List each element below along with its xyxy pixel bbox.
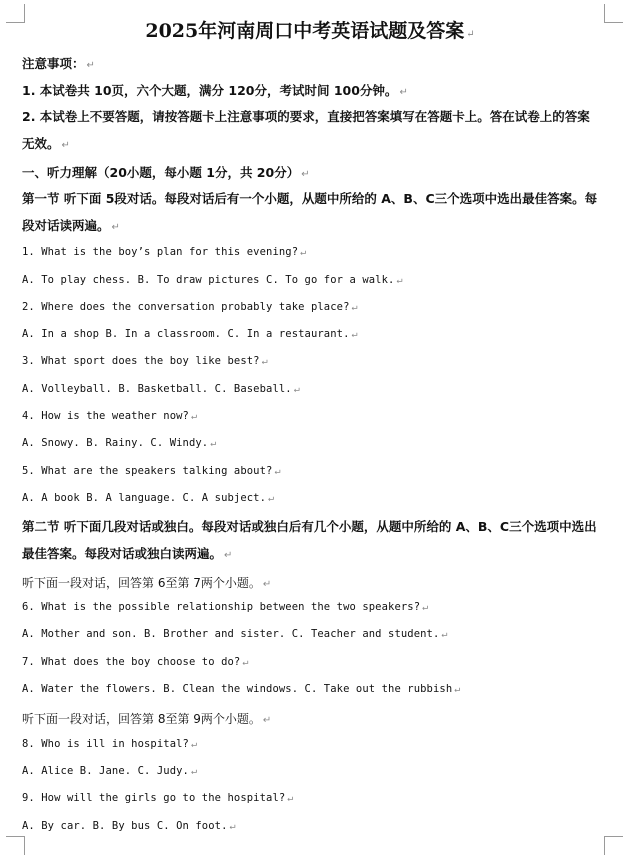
note-1: 1. 本试卷共 10页，六个大题，满分 120分，考试时间 100分钟。 ↵ (22, 83, 408, 98)
options-6: A. Mother and son. B. Brother and sister. C. Teacher and student. ↵ (22, 628, 448, 640)
question-5: 5. What are the speakers talking about? ↵ (22, 465, 281, 477)
options-2: A. In a shop B. In a classroom. C. In a restaurant. ↵ (22, 328, 358, 340)
options-7: A. Water the flowers. B. Clean the windows. C. Take out the rubbish ↵ (22, 683, 461, 695)
options-5: A. A book B. A language. C. A subject. ↵ (22, 492, 275, 504)
part-2-instructions: 第二节 听下面几段对话或独白。每段对话或独白后有几个小题，从题中所给的 A、B、C三个选项中选出最佳答案。每段对话或独白读两遍。 ↵ (22, 519, 597, 561)
question-9: 9. How will the girls go to the hospital? ↵ (22, 792, 294, 804)
question-7: 7. What does the boy choose to do? ↵ (22, 656, 249, 668)
options-1: A. To play chess. B. To draw pictures C. To go for a walk. ↵ (22, 274, 403, 286)
notes-heading: 注意事项： ↵ (22, 56, 95, 71)
options-9: A. By car. B. By bus C. On foot. ↵ (22, 820, 236, 832)
options-4: A. Snowy. B. Rainy. C. Windy. ↵ (22, 437, 217, 449)
options-8: A. Alice B. Jane. C. Judy. ↵ (22, 765, 198, 777)
question-4: 4. How is the weather now? ↵ (22, 410, 198, 422)
question-2: 2. Where does the conversation probably take place? ↵ (22, 301, 358, 313)
question-8: 8. Who is ill in hospital? ↵ (22, 738, 198, 750)
document-title: 2025年河南周口中考英语试题及答案 ↵ (145, 20, 475, 42)
question-3: 3. What sport does the boy like best? ↵ (22, 355, 268, 367)
part-1-instructions: 第一节 听下面 5段对话。每段对话后有一个小题，从题中所给的 A、B、C三个选项中选出最佳答案。每段对话读两遍。 ↵ (22, 191, 598, 233)
section-1-heading: 一、听力理解（20小题，每小题 1分，共 20分） ↵ (22, 165, 310, 180)
options-3: A. Volleyball. B. Basketball. C. Baseball. ↵ (22, 383, 300, 395)
corner-mark-bottom-right (604, 836, 623, 855)
question-6: 6. What is the possible relationship between the two speakers? ↵ (22, 601, 429, 613)
corner-mark-top-right (604, 4, 623, 23)
listen-instruction-6-7: 听下面一段对话，回答第 6至第 7两个小题。 ↵ (22, 576, 272, 590)
corner-mark-bottom-left (6, 836, 25, 855)
question-1: 1. What is the boy’s plan for this evening? ↵ (22, 246, 307, 258)
note-2: 2. 本试卷上不要答题，请按答题卡上注意事项的要求，直接把答案填写在答题卡上。答在试卷上的答案无效。 ↵ (22, 109, 590, 151)
listen-instruction-8-9: 听下面一段对话，回答第 8至第 9两个小题。 ↵ (22, 712, 272, 726)
